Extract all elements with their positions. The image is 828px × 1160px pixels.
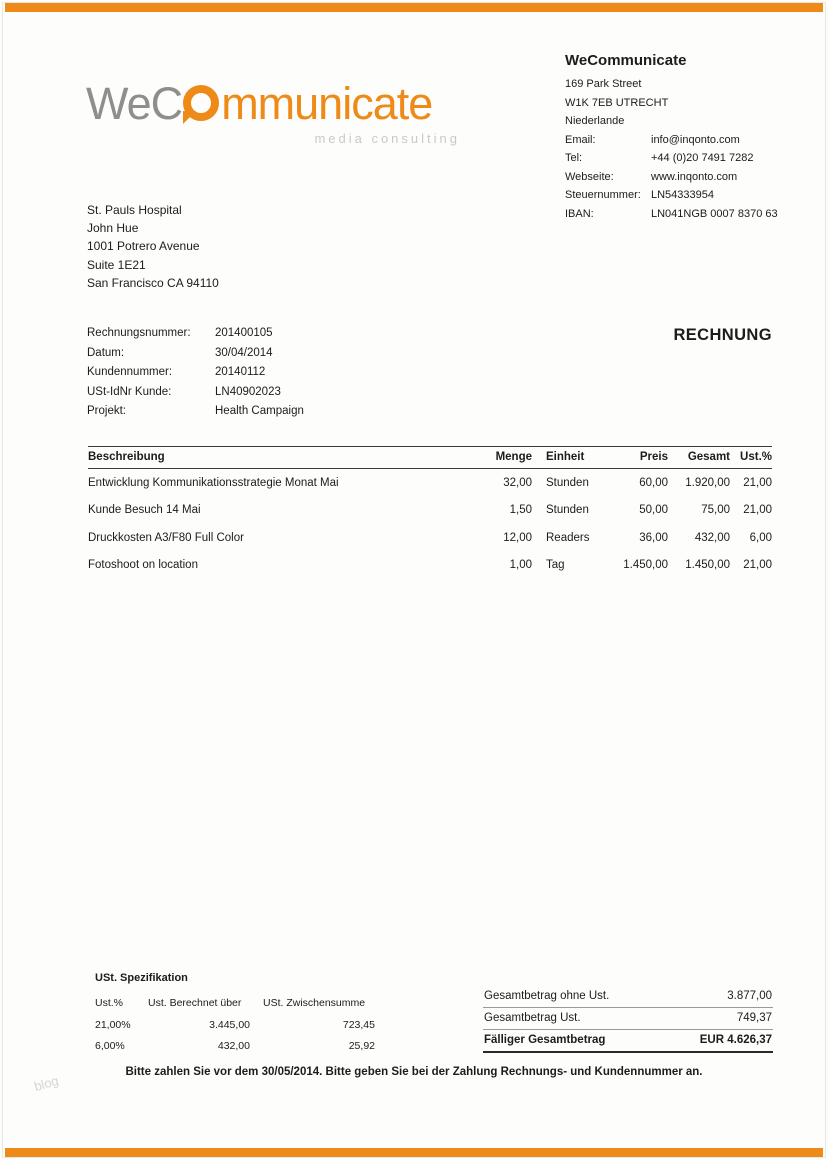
meta-value: 201400105 xyxy=(215,327,273,339)
speech-bubble-icon xyxy=(183,85,219,121)
vat-rate: 6,00% xyxy=(95,1040,125,1052)
company-logo xyxy=(86,78,460,146)
contact-value: LN54333954 xyxy=(651,189,715,201)
item-price: 60,00 xyxy=(639,476,668,489)
item-quantity: 1,00 xyxy=(509,559,532,572)
item-price: 1.450,00 xyxy=(623,559,668,572)
sender-block xyxy=(565,50,780,223)
meta-value: 20140112 xyxy=(215,366,266,379)
meta-label: Kundennummer: xyxy=(87,366,173,379)
meta-row xyxy=(87,324,304,344)
item-unit: Stunden xyxy=(546,504,589,517)
col-header-gesamt: Gesamt xyxy=(687,451,730,463)
totals-block xyxy=(483,986,773,1053)
vat-col-base: Ust. Berechnet über xyxy=(148,997,242,1009)
col-header-preis: Preis xyxy=(639,451,668,463)
contact-value: info@inqonto.com xyxy=(651,133,740,146)
recipient-line: 1001 Potrero Avenue xyxy=(87,239,200,254)
invoice-meta xyxy=(87,324,304,422)
grand-total-value: EUR 4.626,37 xyxy=(699,1034,772,1046)
meta-row xyxy=(87,344,304,364)
col-header-menge: Menge xyxy=(495,451,532,463)
item-total: 1.450,00 xyxy=(685,559,730,572)
item-unit: Tag xyxy=(546,559,565,572)
vat-base: 432,00 xyxy=(217,1040,250,1052)
recipient-line: St. Pauls Hospital xyxy=(87,203,182,217)
table-row xyxy=(88,469,772,497)
table-row xyxy=(88,497,772,525)
vat-subtotal: 25,92 xyxy=(348,1040,375,1052)
item-description: Druckkosten A3/F80 Full Color xyxy=(88,531,244,544)
contact-label: IBAN: xyxy=(565,207,594,220)
contact-value: www.inqonto.com xyxy=(651,170,738,183)
recipient-line: San Francisco CA 94110 xyxy=(87,275,219,290)
recipient-line: Suite 1E21 xyxy=(87,257,146,272)
item-price: 36,00 xyxy=(639,531,668,544)
recipient-block xyxy=(87,201,219,292)
item-quantity: 12,00 xyxy=(503,531,532,544)
vat-base: 3.445,00 xyxy=(209,1018,250,1031)
meta-value: LN40902023 xyxy=(215,385,281,398)
vat-spec-row xyxy=(95,1015,387,1037)
item-vat: 21,00 xyxy=(743,559,772,572)
meta-row xyxy=(87,363,304,383)
item-description: Entwicklung Kommunikationsstrategie Monat Mai xyxy=(88,476,339,489)
subtotal-label: Gesamtbetrag ohne Ust. xyxy=(484,990,610,1002)
grand-total-label: Fälliger Gesamtbetrag xyxy=(484,1034,606,1046)
item-vat: 21,00 xyxy=(743,476,772,489)
meta-label: Projekt: xyxy=(87,405,126,418)
vat-total-value: 749,37 xyxy=(736,1012,772,1024)
item-unit: Stunden xyxy=(546,476,589,489)
col-header-einheit: Einheit xyxy=(546,451,585,463)
grand-total-row xyxy=(483,1030,773,1053)
subtotal-value: 3.877,00 xyxy=(727,990,772,1002)
meta-label: USt-IdNr Kunde: xyxy=(87,385,172,398)
watermark: blog xyxy=(32,1072,61,1095)
contact-value: LN041NGB 0007 8370 63 xyxy=(651,207,778,220)
payment-note: Bitte zahlen Sie vor dem 30/05/2014. Bitte geben Sie bei der Zahlung Rechnungs- und Kundennummer an. xyxy=(125,1066,703,1078)
sender-contact-row xyxy=(565,168,780,187)
contact-label: Tel: xyxy=(565,152,583,164)
item-total: 432,00 xyxy=(694,531,730,544)
item-description: Kunde Besuch 14 Mai xyxy=(88,504,201,517)
item-total: 75,00 xyxy=(701,504,730,517)
items-header-row xyxy=(88,446,772,469)
vat-spec-header-row xyxy=(95,993,387,1015)
logo-tagline: media consulting xyxy=(314,131,460,146)
table-row xyxy=(88,552,772,580)
item-quantity: 32,00 xyxy=(503,476,532,489)
item-quantity: 1,50 xyxy=(509,504,532,517)
contact-label: Webseite: xyxy=(565,170,614,183)
col-header-ust: Ust.% xyxy=(740,451,772,463)
item-unit: Readers xyxy=(546,531,590,544)
vat-specification xyxy=(95,972,387,1058)
contact-value: +44 (0)20 7491 7282 xyxy=(651,152,754,164)
logo-text-orange: mmunicate xyxy=(221,78,433,129)
meta-row xyxy=(87,383,304,403)
item-total: 1.920,00 xyxy=(685,476,730,489)
item-vat: 6,00 xyxy=(749,531,772,544)
meta-label: Datum: xyxy=(87,346,125,359)
bottom-accent-bar xyxy=(5,1148,823,1157)
sender-address-line: Niederlande xyxy=(565,115,625,127)
meta-row xyxy=(87,402,304,422)
sender-address-line: W1K 7EB UTRECHT xyxy=(565,96,669,109)
contact-label: Steuernummer: xyxy=(565,189,641,201)
vat-total-row xyxy=(483,1008,773,1030)
sender-contact-row xyxy=(565,205,780,224)
meta-label: Rechnungsnummer: xyxy=(87,327,191,339)
top-accent-bar xyxy=(5,3,823,12)
sender-name: WeCommunicate xyxy=(565,52,687,69)
sender-contact-row xyxy=(565,186,780,205)
meta-value: Health Campaign xyxy=(215,405,304,418)
col-header-beschreibung: Beschreibung xyxy=(88,451,165,463)
table-row xyxy=(88,524,772,552)
item-description: Fotoshoot on location xyxy=(88,559,198,572)
logo-text-gray: WeC xyxy=(86,78,183,129)
sender-address-line: 169 Park Street xyxy=(565,78,642,90)
item-price: 50,00 xyxy=(639,504,668,517)
vat-spec-title: USt. Spezifikation xyxy=(95,972,188,984)
vat-spec-row xyxy=(95,1036,387,1058)
item-vat: 21,00 xyxy=(743,504,772,517)
vat-col-subtotal: USt. Zwischensumme xyxy=(263,997,366,1009)
logo-wordmark xyxy=(86,78,460,130)
sender-contact-row xyxy=(565,131,780,150)
vat-col-rate: Ust.% xyxy=(95,997,124,1009)
vat-subtotal: 723,45 xyxy=(342,1018,375,1031)
vat-total-label: Gesamtbetrag Ust. xyxy=(484,1012,581,1024)
document-title: RECHNUNG xyxy=(673,326,772,344)
subtotal-row xyxy=(483,986,773,1008)
sender-contact-row xyxy=(565,149,780,168)
recipient-line: John Hue xyxy=(87,221,139,236)
meta-value: 30/04/2014 xyxy=(215,346,273,359)
vat-rate: 21,00% xyxy=(95,1018,131,1031)
line-items-table xyxy=(88,446,772,579)
contact-label: Email: xyxy=(565,133,596,146)
